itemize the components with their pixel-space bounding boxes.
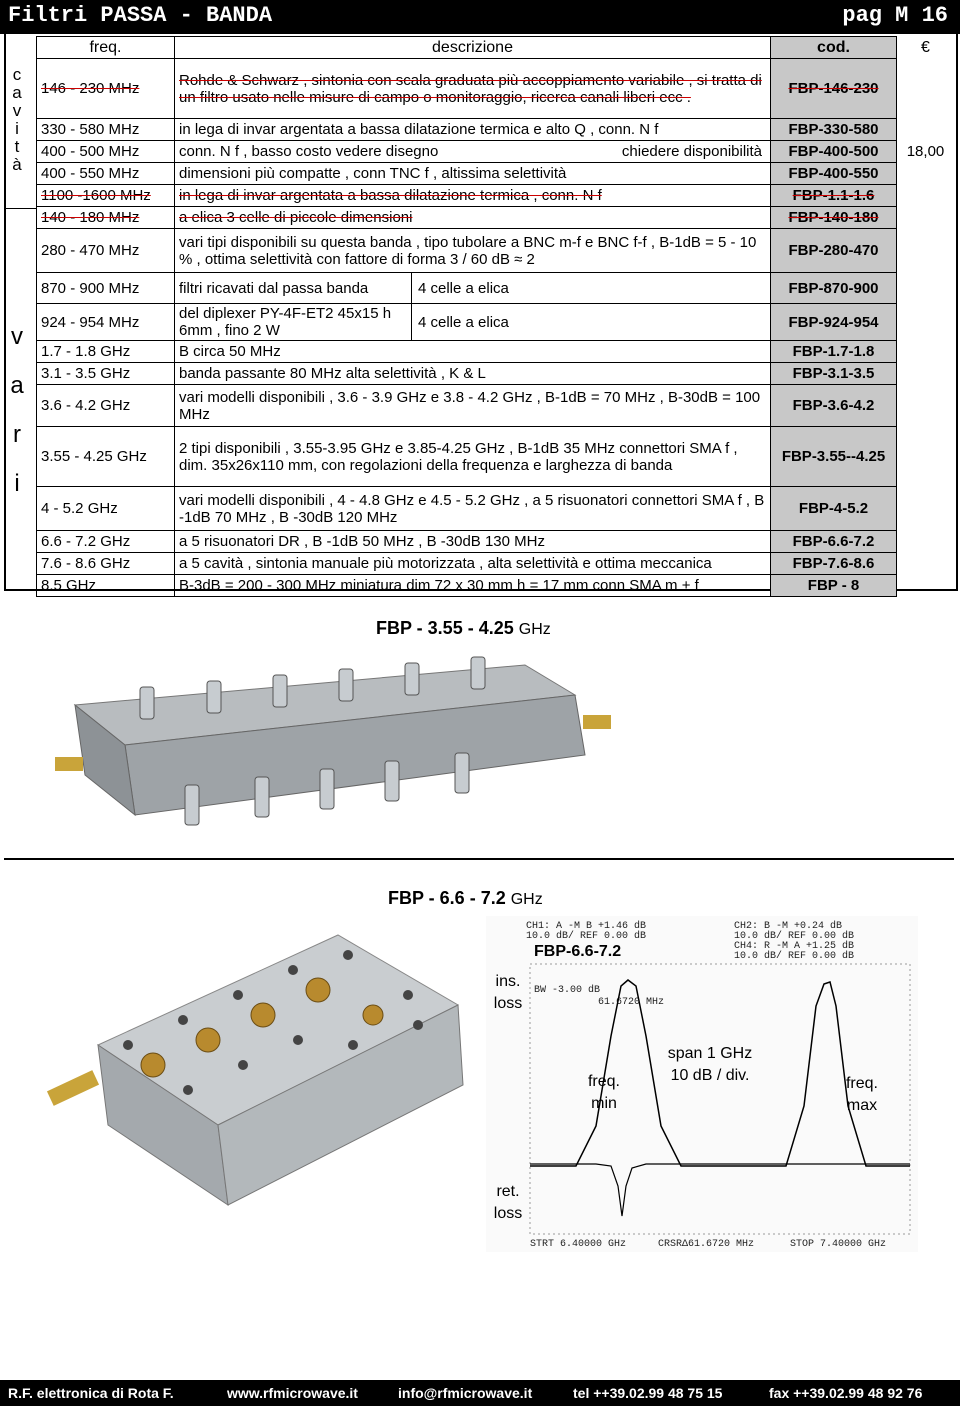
table-row: 400 - 550 MHz dimensioni più compatte , conn TNC f , altissima selettività FBP-400-550 (37, 163, 955, 185)
table-row: 8.5 GHz B-3dB = 200 - 300 MHz miniatura dim 72 x 30 mm h = 17 mm conn SMA m + f FBP - 8 (37, 575, 955, 597)
title-bar (0, 0, 960, 34)
label-span: span 1 GHz (667, 1045, 753, 1062)
footer-bar (0, 1380, 960, 1406)
group-divider (6, 208, 36, 209)
label-fmin: freq. (587, 1073, 621, 1090)
side-label-cavita: c a v i t à (12, 65, 22, 174)
table-row: 6.6 - 7.2 GHz a 5 risuonatori DR , B -1dB 50 MHz , B -30dB 130 MHz FBP-6.6-7.2 (37, 531, 955, 553)
header-cod: cod. (771, 37, 897, 59)
scope-ch4: CH4: R -M A +1.25 dB (734, 941, 855, 952)
footer-email[interactable]: info@rfmicrowave.it (398, 1385, 533, 1401)
header-price: € (921, 39, 930, 56)
table-row: 924 - 954 MHz del diplexer PY-4F-ET2 45x15 h 6mm , fino 2 W 4 celle a elica FBP-924-954 (37, 304, 955, 341)
label-ins-loss: loss (493, 995, 523, 1012)
section-divider (4, 858, 954, 860)
header-desc: descrizione (175, 37, 771, 59)
return-loss-trace (530, 1164, 910, 1216)
label-fmin-2: min (591, 1095, 617, 1112)
scope-ch2: CH2: B -M +0.24 dB (734, 921, 843, 932)
table-row: 1100 -1600 MHz in lega di invar argentata a bassa dilatazione termica , conn. N f FBP-1.1-1.6 (37, 185, 955, 207)
scope-bw-freq: 61.6720 MHz (598, 997, 665, 1008)
filter-table (36, 36, 955, 597)
table-row: 3.6 - 4.2 GHz vari modelli disponibili , 3.6 - 3.9 GHz e 3.8 - 4.2 GHz , B-1dB = 70 MHz , B-30dB = 100 MHz FBP-3.6-4.2 (37, 385, 955, 427)
scope-ch1-ref: 10.0 dB/ REF 0.00 dB (526, 931, 647, 942)
page-number: pag M 16 (842, 3, 948, 28)
table-row: 280 - 470 MHz vari tipi disponibili su questa banda , tipo tubolare a BNC m-f e BNC f-f , B-1dB = 5 - 10 % , ottima selettività con fattore di forma 3 / 60 dB ≈ 2 FBP-280-470 (37, 229, 955, 273)
table-row: 3.1 - 3.5 GHz banda passante 80 MHz alta selettività , K & L FBP-3.1-3.5 (37, 363, 955, 385)
side-label-vari: v a r i (10, 323, 24, 497)
scope-title: FBP-6.6-7.2 (534, 943, 622, 960)
table-row: 1.7 - 1.8 GHz B circa 50 MHz FBP-1.7-1.8 (37, 341, 955, 363)
scope-ch2-ref: 10.0 dB/ REF 0.00 dB (734, 931, 855, 942)
table-row: 7.6 - 8.6 GHz a 5 cavità , sintonia manuale più motorizzata , alta selettività e ottima meccanica FBP-7.6-8.6 (37, 553, 955, 575)
photo1-caption: FBP - 3.55 - 4.25 GHz (376, 618, 551, 638)
label-ins: ins. (495, 973, 521, 990)
footer-phone: tel ++39.02.99 48 75 15 (573, 1385, 723, 1401)
table-row: 3.55 - 4.25 GHz 2 tipi disponibili , 3.55-3.95 GHz e 3.85-4.25 GHz , B-1dB 35 MHz connettori SMA f , dim. 35x26x110 mm, con regolazioni della frequenza e larghezza di banda FBP-3.55--4.25 (37, 427, 955, 487)
scope-ch1: CH1: A -M B +1.46 dB (526, 921, 647, 932)
label-div: 10 dB / div. (670, 1067, 750, 1084)
table-row: 330 - 580 MHz in lega di invar argentata a bassa dilatazione termica e alto Q , conn. N f FBP-330-580 (37, 119, 955, 141)
label-fmax-2: max (846, 1097, 878, 1114)
scope-start: STRT 6.40000 GHz (530, 1239, 627, 1250)
footer-website[interactable]: www.rfmicrowave.it (227, 1385, 358, 1401)
table-header (37, 37, 955, 59)
page-title: Filtri PASSA - BANDA (8, 3, 273, 28)
filter-photo-3.55-4.25 (55, 645, 615, 850)
table-row: 400 - 500 MHz conn. N f , basso costo vedere disegno chiedere disponibilità FBP-400-500 18,00 (37, 141, 955, 163)
scope-cursor: CRSRΔ61.6720 MHz (658, 1239, 755, 1250)
header-freq: freq. (37, 37, 175, 59)
label-fmax: freq. (845, 1075, 879, 1092)
scope-bw: BW -3.00 dB (534, 985, 601, 996)
label-ret: ret. (496, 1183, 520, 1200)
footer-fax: fax ++39.02.99 48 92 76 (769, 1385, 923, 1401)
filter-photo-6.6-7.2 (8, 895, 478, 1215)
scope-screen (486, 916, 918, 1252)
table-row: 140 - 180 MHz a elica 3 celle di piccole dimensioni FBP-140-180 (37, 207, 955, 229)
photo2-caption: FBP - 6.6 - 7.2 GHz (388, 888, 543, 908)
table-row: 870 - 900 MHz filtri ricavati dal passa banda 4 celle a elica FBP-870-900 (37, 273, 955, 304)
scope-trace-plot (486, 916, 918, 1252)
label-ret-loss: loss (493, 1205, 523, 1222)
scope-stop: STOP 7.40000 GHz (790, 1239, 887, 1250)
scope-ch4-ref: 10.0 dB/ REF 0.00 dB (734, 951, 855, 962)
footer-company: R.F. elettronica di Rota F. (8, 1385, 174, 1401)
table-row: 146 - 230 MHz Rohde & Schwarz , sintonia con scala graduata più accoppiamento variabile , si tratta di un filtro usato nelle misure di campo o monitoraggio, ricerca canali liberi ecc . FBP-146-230 (37, 59, 955, 119)
table-row: 4 - 5.2 GHz vari modelli disponibili , 4 - 4.8 GHz e 4.5 - 5.2 GHz , a 5 risuonatori connettori SMA f , B -1dB 70 MHz , B -30dB 120 MHz FBP-4-5.2 (37, 487, 955, 531)
